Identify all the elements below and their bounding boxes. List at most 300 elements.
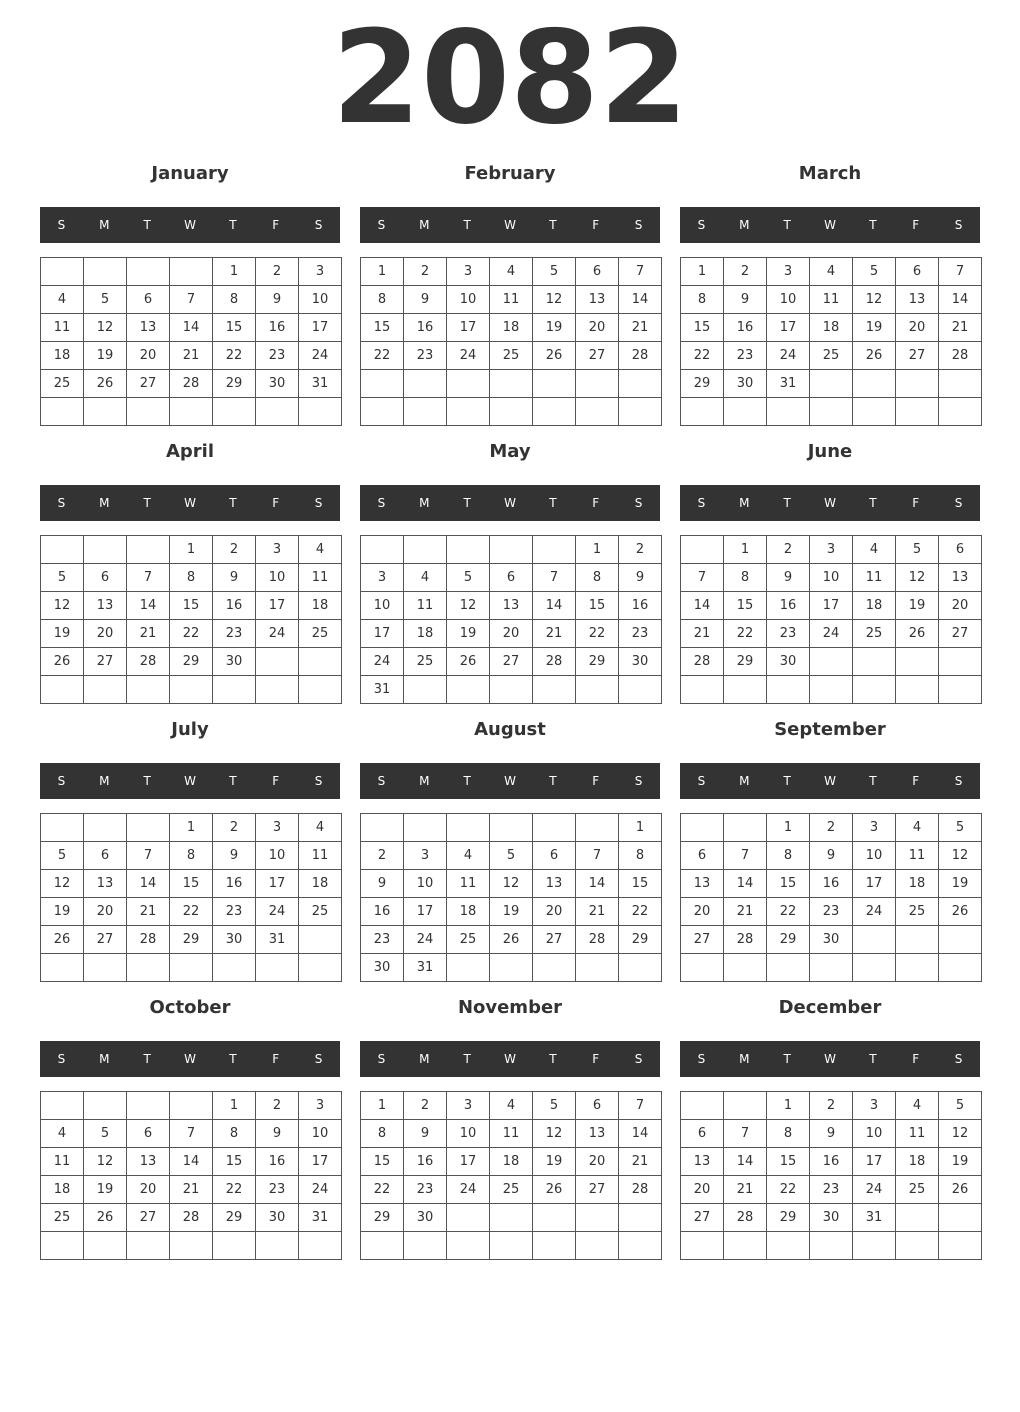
day-cell: 6 bbox=[681, 1120, 724, 1148]
day-cell: 8 bbox=[619, 842, 662, 870]
empty-day-cell bbox=[41, 258, 84, 286]
day-cell: 11 bbox=[810, 286, 853, 314]
day-cell: 21 bbox=[939, 314, 982, 342]
week-row bbox=[361, 342, 662, 370]
day-cell: 24 bbox=[256, 898, 299, 926]
day-cell: 14 bbox=[533, 592, 576, 620]
day-cell: 13 bbox=[533, 870, 576, 898]
empty-day-cell bbox=[447, 1204, 490, 1232]
day-cell: 11 bbox=[41, 314, 84, 342]
empty-day-cell bbox=[767, 1232, 810, 1260]
day-cell: 14 bbox=[127, 870, 170, 898]
day-cell: 14 bbox=[724, 1148, 767, 1176]
day-cell: 20 bbox=[490, 620, 533, 648]
day-cell: 4 bbox=[896, 814, 939, 842]
day-cell: 18 bbox=[896, 870, 939, 898]
weekday-label: S bbox=[377, 218, 386, 232]
weekday-label: T bbox=[869, 496, 877, 510]
day-cell: 6 bbox=[127, 1120, 170, 1148]
day-cell: 5 bbox=[84, 286, 127, 314]
empty-day-cell bbox=[896, 676, 939, 704]
empty-day-cell bbox=[447, 536, 490, 564]
day-cell: 24 bbox=[767, 342, 810, 370]
day-cell: 10 bbox=[256, 564, 299, 592]
weekday-label: S bbox=[314, 218, 323, 232]
day-cell: 16 bbox=[213, 870, 256, 898]
empty-day-cell bbox=[41, 814, 84, 842]
empty-day-cell bbox=[576, 398, 619, 426]
day-cell: 19 bbox=[939, 1148, 982, 1176]
empty-day-cell bbox=[490, 814, 533, 842]
month-name: September bbox=[774, 719, 886, 740]
day-cell: 19 bbox=[939, 870, 982, 898]
day-cell: 6 bbox=[576, 258, 619, 286]
day-cell: 23 bbox=[724, 342, 767, 370]
day-cell: 11 bbox=[41, 1148, 84, 1176]
weekday-label: M bbox=[419, 1052, 430, 1066]
weekday-label: M bbox=[419, 218, 430, 232]
empty-day-cell bbox=[810, 954, 853, 982]
week-row bbox=[41, 926, 342, 954]
empty-day-cell bbox=[84, 814, 127, 842]
day-cell: 25 bbox=[447, 926, 490, 954]
day-cell: 5 bbox=[447, 564, 490, 592]
week-row bbox=[41, 1148, 342, 1176]
day-cell: 6 bbox=[939, 536, 982, 564]
day-cell: 29 bbox=[170, 926, 213, 954]
weekday-label: M bbox=[419, 496, 430, 510]
weekday-label: T bbox=[229, 774, 237, 788]
day-grid bbox=[40, 257, 342, 426]
empty-day-cell bbox=[256, 648, 299, 676]
day-cell: 12 bbox=[533, 1120, 576, 1148]
day-grid bbox=[40, 813, 342, 982]
weekday-label: S bbox=[634, 1052, 643, 1066]
day-cell: 26 bbox=[84, 1204, 127, 1232]
day-cell: 30 bbox=[213, 648, 256, 676]
day-cell: 8 bbox=[767, 1120, 810, 1148]
week-row bbox=[681, 564, 982, 592]
month-name: August bbox=[474, 719, 546, 740]
day-cell: 1 bbox=[681, 258, 724, 286]
empty-day-cell bbox=[533, 954, 576, 982]
day-cell: 31 bbox=[767, 370, 810, 398]
day-cell: 7 bbox=[619, 258, 662, 286]
day-cell: 27 bbox=[576, 1176, 619, 1204]
day-cell: 30 bbox=[361, 954, 404, 982]
week-row bbox=[41, 536, 342, 564]
empty-day-cell bbox=[853, 370, 896, 398]
weekday-label: M bbox=[419, 774, 430, 788]
empty-day-cell bbox=[896, 648, 939, 676]
day-cell: 1 bbox=[170, 814, 213, 842]
day-cell: 23 bbox=[213, 620, 256, 648]
day-cell: 7 bbox=[127, 564, 170, 592]
empty-day-cell bbox=[619, 370, 662, 398]
empty-day-cell bbox=[681, 1092, 724, 1120]
day-cell: 2 bbox=[213, 814, 256, 842]
weekday-header bbox=[680, 485, 980, 521]
day-cell: 19 bbox=[447, 620, 490, 648]
day-cell: 21 bbox=[576, 898, 619, 926]
weekday-header bbox=[680, 1041, 980, 1077]
day-cell: 29 bbox=[576, 648, 619, 676]
weekday-label: T bbox=[143, 774, 151, 788]
empty-day-cell bbox=[576, 1204, 619, 1232]
day-cell: 28 bbox=[724, 1204, 767, 1232]
day-cell: 23 bbox=[213, 898, 256, 926]
day-cell: 24 bbox=[299, 1176, 342, 1204]
empty-day-cell bbox=[490, 398, 533, 426]
day-cell: 6 bbox=[681, 842, 724, 870]
weekday-label: S bbox=[57, 496, 66, 510]
day-cell: 8 bbox=[213, 286, 256, 314]
week-row bbox=[41, 898, 342, 926]
day-cell: 11 bbox=[896, 1120, 939, 1148]
day-cell: 11 bbox=[447, 870, 490, 898]
empty-day-cell bbox=[939, 954, 982, 982]
day-cell: 18 bbox=[299, 592, 342, 620]
day-cell: 11 bbox=[490, 1120, 533, 1148]
week-row bbox=[41, 1092, 342, 1120]
empty-day-cell bbox=[767, 398, 810, 426]
week-row bbox=[361, 1204, 662, 1232]
week-row bbox=[681, 592, 982, 620]
day-cell: 16 bbox=[256, 314, 299, 342]
day-cell: 21 bbox=[724, 898, 767, 926]
empty-day-cell bbox=[170, 1232, 213, 1260]
day-cell: 13 bbox=[576, 1120, 619, 1148]
empty-day-cell bbox=[490, 1232, 533, 1260]
empty-day-cell bbox=[853, 1232, 896, 1260]
weekday-label: M bbox=[99, 774, 110, 788]
day-cell: 15 bbox=[681, 314, 724, 342]
week-row bbox=[681, 898, 982, 926]
empty-day-cell bbox=[404, 536, 447, 564]
day-cell: 4 bbox=[41, 286, 84, 314]
day-cell: 21 bbox=[724, 1176, 767, 1204]
day-cell: 16 bbox=[404, 1148, 447, 1176]
day-cell: 12 bbox=[896, 564, 939, 592]
day-cell: 20 bbox=[127, 1176, 170, 1204]
empty-day-cell bbox=[533, 676, 576, 704]
day-cell: 9 bbox=[810, 1120, 853, 1148]
week-row bbox=[41, 648, 342, 676]
empty-day-cell bbox=[681, 536, 724, 564]
empty-day-cell bbox=[361, 536, 404, 564]
day-grid bbox=[360, 1091, 662, 1260]
empty-day-cell bbox=[447, 954, 490, 982]
day-cell: 31 bbox=[299, 370, 342, 398]
week-row bbox=[681, 648, 982, 676]
day-cell: 7 bbox=[619, 1092, 662, 1120]
month-name: February bbox=[464, 163, 556, 184]
weekday-label: M bbox=[739, 774, 750, 788]
day-cell: 4 bbox=[447, 842, 490, 870]
day-cell: 20 bbox=[576, 314, 619, 342]
day-cell: 3 bbox=[447, 1092, 490, 1120]
day-cell: 17 bbox=[810, 592, 853, 620]
week-row bbox=[681, 620, 982, 648]
empty-day-cell bbox=[213, 676, 256, 704]
day-cell: 19 bbox=[84, 1176, 127, 1204]
day-cell: 10 bbox=[447, 1120, 490, 1148]
empty-day-cell bbox=[724, 676, 767, 704]
empty-day-cell bbox=[619, 1204, 662, 1232]
weekday-label: F bbox=[272, 496, 280, 510]
weekday-label: W bbox=[504, 774, 516, 788]
year-title: 2082 bbox=[331, 4, 689, 153]
weekday-header bbox=[40, 207, 340, 243]
week-row bbox=[361, 1120, 662, 1148]
day-cell: 7 bbox=[681, 564, 724, 592]
day-cell: 29 bbox=[767, 926, 810, 954]
day-cell: 28 bbox=[619, 1176, 662, 1204]
day-cell: 26 bbox=[84, 370, 127, 398]
day-cell: 26 bbox=[533, 1176, 576, 1204]
weekday-label: T bbox=[143, 218, 151, 232]
day-cell: 3 bbox=[256, 536, 299, 564]
week-row bbox=[681, 1232, 982, 1260]
day-cell: 9 bbox=[404, 286, 447, 314]
weekday-label: S bbox=[634, 774, 643, 788]
day-cell: 26 bbox=[853, 342, 896, 370]
day-cell: 23 bbox=[256, 1176, 299, 1204]
empty-day-cell bbox=[404, 814, 447, 842]
day-cell: 25 bbox=[490, 342, 533, 370]
week-row bbox=[361, 870, 662, 898]
week-row bbox=[681, 1092, 982, 1120]
day-cell: 28 bbox=[576, 926, 619, 954]
weekday-label: S bbox=[634, 218, 643, 232]
day-cell: 12 bbox=[533, 286, 576, 314]
empty-day-cell bbox=[939, 1204, 982, 1232]
day-cell: 17 bbox=[361, 620, 404, 648]
day-cell: 12 bbox=[939, 842, 982, 870]
day-cell: 29 bbox=[724, 648, 767, 676]
empty-day-cell bbox=[127, 1092, 170, 1120]
weekday-label: F bbox=[272, 774, 280, 788]
day-cell: 14 bbox=[576, 870, 619, 898]
day-cell: 15 bbox=[767, 870, 810, 898]
empty-day-cell bbox=[576, 676, 619, 704]
empty-day-cell bbox=[576, 814, 619, 842]
day-cell: 14 bbox=[127, 592, 170, 620]
day-cell: 24 bbox=[810, 620, 853, 648]
empty-day-cell bbox=[84, 954, 127, 982]
empty-day-cell bbox=[361, 398, 404, 426]
weekday-label: T bbox=[869, 1052, 877, 1066]
day-cell: 2 bbox=[256, 1092, 299, 1120]
day-cell: 16 bbox=[256, 1148, 299, 1176]
empty-day-cell bbox=[170, 954, 213, 982]
day-cell: 3 bbox=[767, 258, 810, 286]
weekday-label: M bbox=[99, 496, 110, 510]
month-name: December bbox=[778, 997, 882, 1018]
day-cell: 9 bbox=[361, 870, 404, 898]
week-row bbox=[41, 564, 342, 592]
day-cell: 29 bbox=[213, 370, 256, 398]
empty-day-cell bbox=[41, 676, 84, 704]
weekday-label: T bbox=[549, 774, 557, 788]
empty-day-cell bbox=[619, 676, 662, 704]
day-cell: 8 bbox=[170, 564, 213, 592]
day-cell: 7 bbox=[939, 258, 982, 286]
weekday-label: M bbox=[739, 496, 750, 510]
day-cell: 24 bbox=[299, 342, 342, 370]
day-cell: 9 bbox=[810, 842, 853, 870]
day-cell: 12 bbox=[853, 286, 896, 314]
day-cell: 22 bbox=[724, 620, 767, 648]
day-cell: 2 bbox=[404, 1092, 447, 1120]
empty-day-cell bbox=[41, 398, 84, 426]
day-cell: 15 bbox=[767, 1148, 810, 1176]
day-cell: 21 bbox=[127, 898, 170, 926]
day-cell: 14 bbox=[619, 286, 662, 314]
day-cell: 17 bbox=[256, 870, 299, 898]
day-cell: 20 bbox=[939, 592, 982, 620]
empty-day-cell bbox=[619, 954, 662, 982]
week-row bbox=[361, 648, 662, 676]
day-cell: 16 bbox=[810, 1148, 853, 1176]
empty-day-cell bbox=[810, 370, 853, 398]
empty-day-cell bbox=[447, 814, 490, 842]
day-cell: 2 bbox=[724, 258, 767, 286]
empty-day-cell bbox=[939, 398, 982, 426]
day-cell: 17 bbox=[853, 870, 896, 898]
day-cell: 10 bbox=[853, 1120, 896, 1148]
day-grid bbox=[680, 257, 982, 426]
day-cell: 18 bbox=[490, 314, 533, 342]
day-cell: 4 bbox=[896, 1092, 939, 1120]
week-row bbox=[681, 1120, 982, 1148]
week-row bbox=[361, 286, 662, 314]
day-cell: 1 bbox=[576, 536, 619, 564]
day-cell: 25 bbox=[810, 342, 853, 370]
weekday-label: T bbox=[869, 774, 877, 788]
day-cell: 8 bbox=[361, 1120, 404, 1148]
day-grid bbox=[40, 1091, 342, 1260]
weekday-header bbox=[360, 1041, 660, 1077]
day-cell: 1 bbox=[213, 1092, 256, 1120]
day-cell: 28 bbox=[127, 926, 170, 954]
day-cell: 22 bbox=[361, 1176, 404, 1204]
day-cell: 26 bbox=[41, 926, 84, 954]
day-cell: 17 bbox=[299, 314, 342, 342]
weekday-label: T bbox=[463, 774, 471, 788]
week-row bbox=[681, 370, 982, 398]
week-row bbox=[41, 1232, 342, 1260]
month-name: April bbox=[165, 441, 215, 462]
empty-day-cell bbox=[256, 676, 299, 704]
empty-day-cell bbox=[447, 1232, 490, 1260]
empty-day-cell bbox=[681, 1232, 724, 1260]
day-cell: 18 bbox=[447, 898, 490, 926]
week-row bbox=[41, 814, 342, 842]
weekday-label: S bbox=[314, 496, 323, 510]
weekday-label: M bbox=[99, 1052, 110, 1066]
empty-day-cell bbox=[84, 398, 127, 426]
weekday-label: S bbox=[57, 218, 66, 232]
weekday-label: S bbox=[377, 496, 386, 510]
day-cell: 30 bbox=[767, 648, 810, 676]
day-cell: 16 bbox=[213, 592, 256, 620]
day-cell: 3 bbox=[299, 258, 342, 286]
empty-day-cell bbox=[810, 398, 853, 426]
day-cell: 19 bbox=[533, 1148, 576, 1176]
empty-day-cell bbox=[127, 676, 170, 704]
empty-day-cell bbox=[361, 814, 404, 842]
day-cell: 26 bbox=[939, 898, 982, 926]
day-cell: 21 bbox=[619, 314, 662, 342]
weekday-label: S bbox=[57, 774, 66, 788]
empty-day-cell bbox=[576, 1232, 619, 1260]
day-cell: 29 bbox=[213, 1204, 256, 1232]
day-cell: 3 bbox=[810, 536, 853, 564]
month-name: May bbox=[489, 441, 531, 462]
empty-day-cell bbox=[299, 648, 342, 676]
empty-day-cell bbox=[170, 1092, 213, 1120]
empty-day-cell bbox=[533, 398, 576, 426]
day-cell: 20 bbox=[681, 898, 724, 926]
weekday-label: W bbox=[824, 218, 836, 232]
empty-day-cell bbox=[127, 814, 170, 842]
weekday-label: T bbox=[783, 496, 791, 510]
empty-day-cell bbox=[404, 1232, 447, 1260]
day-cell: 13 bbox=[84, 870, 127, 898]
weekday-label: S bbox=[954, 774, 963, 788]
empty-day-cell bbox=[619, 1232, 662, 1260]
day-cell: 31 bbox=[361, 676, 404, 704]
weekday-label: T bbox=[143, 1052, 151, 1066]
day-cell: 14 bbox=[619, 1120, 662, 1148]
day-cell: 24 bbox=[256, 620, 299, 648]
week-row bbox=[41, 592, 342, 620]
day-cell: 16 bbox=[767, 592, 810, 620]
day-cell: 8 bbox=[170, 842, 213, 870]
day-cell: 5 bbox=[853, 258, 896, 286]
day-cell: 12 bbox=[41, 592, 84, 620]
empty-day-cell bbox=[127, 1232, 170, 1260]
day-cell: 29 bbox=[170, 648, 213, 676]
week-row bbox=[41, 370, 342, 398]
day-cell: 18 bbox=[41, 342, 84, 370]
day-cell: 5 bbox=[939, 1092, 982, 1120]
day-cell: 21 bbox=[681, 620, 724, 648]
week-row bbox=[361, 258, 662, 286]
weekday-header bbox=[360, 207, 660, 243]
empty-day-cell bbox=[299, 398, 342, 426]
day-cell: 28 bbox=[724, 926, 767, 954]
week-row bbox=[361, 592, 662, 620]
day-cell: 28 bbox=[170, 370, 213, 398]
day-cell: 25 bbox=[41, 1204, 84, 1232]
weekday-header bbox=[360, 485, 660, 521]
day-cell: 5 bbox=[896, 536, 939, 564]
weekday-label: F bbox=[592, 496, 600, 510]
week-row bbox=[361, 842, 662, 870]
week-row bbox=[41, 1204, 342, 1232]
weekday-label: F bbox=[272, 1052, 280, 1066]
week-row bbox=[41, 398, 342, 426]
empty-day-cell bbox=[724, 1092, 767, 1120]
weekday-label: T bbox=[549, 218, 557, 232]
empty-day-cell bbox=[170, 398, 213, 426]
week-row bbox=[361, 314, 662, 342]
day-cell: 7 bbox=[533, 564, 576, 592]
empty-day-cell bbox=[84, 676, 127, 704]
weekday-label: W bbox=[504, 496, 516, 510]
